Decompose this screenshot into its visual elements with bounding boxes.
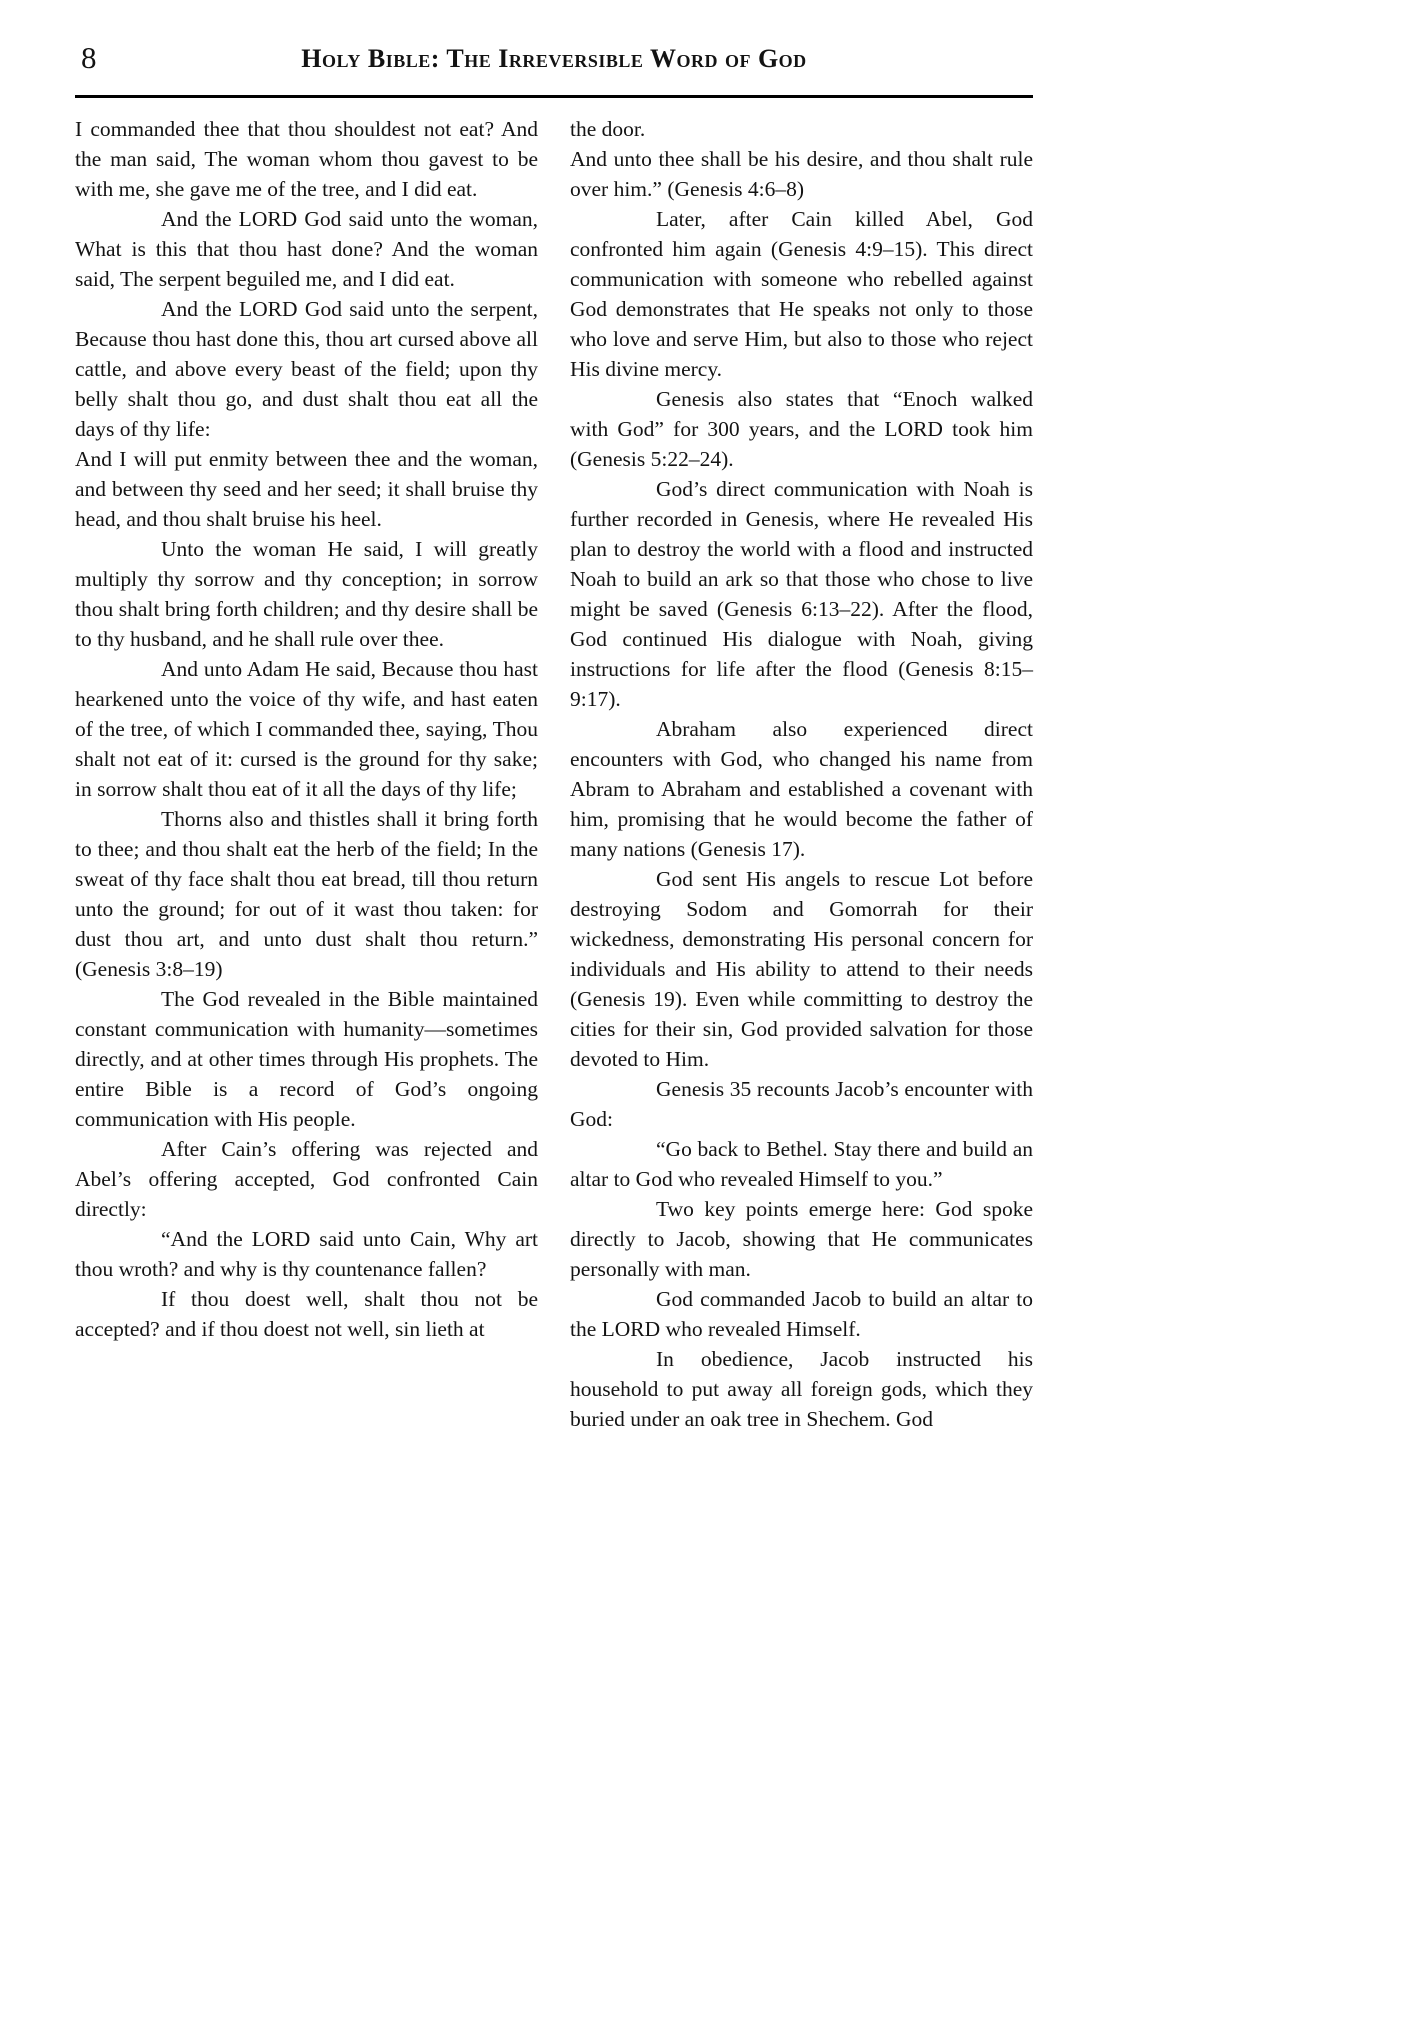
paragraph: In obedience, Jacob instructed his household to put away all foreign gods, which they buried under an oak tree in Shechem. God xyxy=(570,1347,1033,1431)
paragraph: “Go back to Bethel. Stay there and build an altar to God who revealed Himself to you.” xyxy=(570,1137,1033,1191)
paragraph: I commanded thee that thou shouldest not eat? And the man said, The woman whom thou gavest to be with me, she gave me of the tree, and I did eat. xyxy=(75,117,538,201)
paragraph: If thou doest well, shalt thou not be accepted? and if thou doest not well, sin lieth at xyxy=(75,1287,538,1341)
paragraph: After Cain’s offering was rejected and Abel’s offering accepted, God confronted Cain directly: xyxy=(75,1137,538,1221)
paragraph: Genesis 35 recounts Jacob’s encounter with God: xyxy=(570,1077,1033,1131)
paragraph: Two key points emerge here: God spoke directly to Jacob, showing that He communicates personally with man. xyxy=(570,1197,1033,1281)
page-header xyxy=(75,40,1033,86)
paragraph: The God revealed in the Bible maintained constant communication with humanity—sometimes directly, and at other times through His prophets. The entire Bible is a record of God’s ongoing communication with His people. xyxy=(75,987,538,1131)
page-number: 8 xyxy=(81,40,97,75)
header-rule xyxy=(75,95,1033,98)
paragraph: God’s direct communication with Noah is further recorded in Genesis, where He revealed His plan to destroy the world with a flood and instructed Noah to build an ark so that those who chose to live might be saved (Genesis 6:13–22). After the flood, God continued His dialogue with Noah, giving instructions for life after the flood (Genesis 8:15–9:17). xyxy=(570,477,1033,711)
paragraph: And the LORD God said unto the woman, What is this that thou hast done? And the woman said, The serpent beguiled me, and I did eat. xyxy=(75,207,538,291)
text-columns xyxy=(75,114,1033,1434)
paragraph: the door. xyxy=(570,117,646,141)
paragraph: Genesis also states that “Enoch walked with God” for 300 years, and the LORD took him (Genesis 5:22–24). xyxy=(570,387,1033,471)
paragraph: Later, after Cain killed Abel, God confronted him again (Genesis 4:9–15). This direct communication with someone who rebelled against God demonstrates that He speaks not only to those who love and serve Him, but also to those who reject His divine mercy. xyxy=(570,207,1033,381)
paragraph: Thorns also and thistles shall it bring forth to thee; and thou shalt eat the herb of the field; In the sweat of thy face shalt thou eat bread, till thou return unto the ground; for out of it wast thou taken: for dust thou art, and unto dust shalt thou return.” (Genesis 3:8–19) xyxy=(75,807,538,981)
paragraph: God commanded Jacob to build an altar to the LORD who revealed Himself. xyxy=(570,1287,1033,1341)
right-column xyxy=(570,114,1033,1434)
paragraph: And the LORD God said unto the serpent, Because thou hast done this, thou art cursed above all cattle, and above every beast of the field; upon thy belly shalt thou go, and dust shalt thou eat all the days of thy life: xyxy=(75,297,538,441)
paragraph: And I will put enmity between thee and the woman, and between thy seed and her seed; it shall bruise thy head, and thou shalt bruise his heel. xyxy=(75,447,538,531)
paragraph: “And the LORD said unto Cain, Why art thou wroth? and why is thy countenance fallen? xyxy=(75,1227,538,1281)
paragraph: God sent His angels to rescue Lot before destroying Sodom and Gomorrah for their wickedness, demonstrating His personal concern for individuals and His ability to attend to their needs (Genesis 19). Even while committing to destroy the cities for their sin, God provided salvation for those devoted to Him. xyxy=(570,867,1033,1071)
running-title: Holy Bible: The Irreversible Word of God xyxy=(301,44,807,73)
left-column xyxy=(75,114,538,1434)
paragraph: And unto thee shall be his desire, and thou shalt rule over him.” (Genesis 4:6–8) xyxy=(570,147,1033,201)
paragraph: And unto Adam He said, Because thou hast hearkened unto the voice of thy wife, and hast eaten of the tree, of which I commanded thee, saying, Thou shalt not eat of it: cursed is the ground for thy sake; in sorrow shalt thou eat of it all the days of thy life; xyxy=(75,657,538,801)
page-content xyxy=(75,40,1033,1434)
paragraph: Unto the woman He said, I will greatly multiply thy sorrow and thy conception; in sorrow thou shalt bring forth children; and thy desire shall be to thy husband, and he shall rule over thee. xyxy=(75,537,538,651)
paragraph: Abraham also experienced direct encounters with God, who changed his name from Abram to Abraham and established a covenant with him, promising that he would become the father of many nations (Genesis 17). xyxy=(570,717,1033,861)
